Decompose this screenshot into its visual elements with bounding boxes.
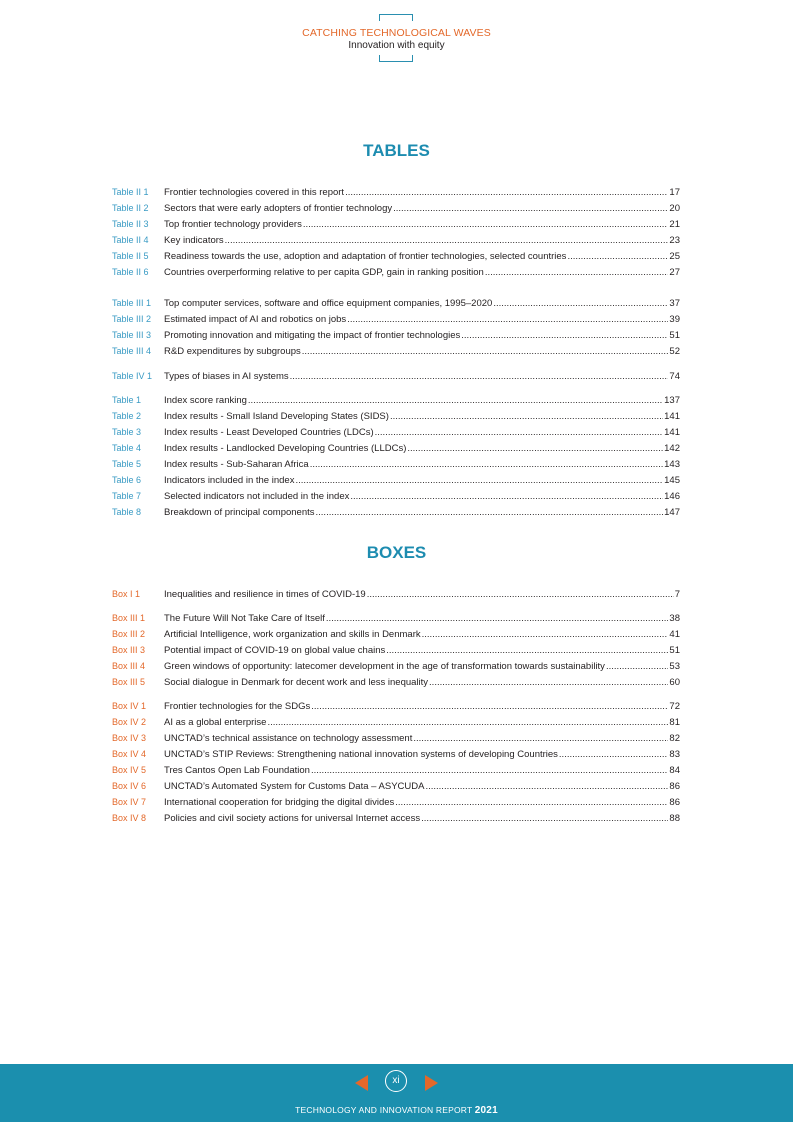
boxe-entry-title: Potential impact of COVID-19 on global value chains (164, 645, 386, 656)
boxe-entry-page: 83 (669, 749, 680, 760)
dot-leader (345, 186, 668, 200)
table-entry[interactable] (112, 328, 680, 342)
table-entry-label: Table 8 (112, 507, 142, 517)
table-entry-title: Types of biases in AI systems (164, 371, 289, 382)
boxe-entry[interactable] (112, 747, 680, 761)
table-entry-page: 74 (669, 371, 680, 382)
table-entry[interactable] (112, 393, 680, 407)
dot-leader (393, 202, 668, 216)
table-entry[interactable] (112, 296, 680, 310)
boxe-entry-title: International cooperation for bridging the digital divides (164, 797, 395, 808)
table-entry-label: Table 2 (112, 411, 142, 421)
dot-leader (606, 660, 668, 674)
table-entry-page: 37 (669, 298, 680, 309)
table-entry-page: 52 (669, 346, 680, 357)
boxe-entry[interactable] (112, 659, 680, 673)
table-entry-page: 25 (669, 251, 680, 262)
boxe-entry-label: Box IV 7 (112, 797, 147, 807)
boxe-entry-page: 60 (669, 677, 680, 688)
table-entry-label: Table II 3 (112, 219, 149, 229)
table-entry-page: 137 (664, 395, 680, 406)
boxe-entry-page: 86 (669, 797, 680, 808)
table-entry-page: 27 (669, 267, 680, 278)
boxe-entry[interactable] (112, 699, 680, 713)
table-entry[interactable] (112, 265, 680, 279)
dot-leader (485, 266, 669, 280)
table-entry[interactable] (112, 344, 680, 358)
table-entry[interactable] (112, 185, 680, 199)
table-entry-label: Table 5 (112, 459, 142, 469)
table-entry-title: Top computer services, software and office equipment companies, 1995–2020 (164, 298, 493, 309)
boxe-entry-title: UNCTAD’s STIP Reviews: Strengthening national innovation systems of developing Countries (164, 749, 558, 760)
table-entry-label: Table 3 (112, 427, 142, 437)
table-entry-label: Table 7 (112, 491, 142, 501)
table-entry-page: 21 (669, 219, 680, 230)
header-bracket-bottom (379, 55, 413, 62)
dot-leader (386, 644, 668, 658)
dot-leader (567, 250, 668, 264)
table-entry[interactable] (112, 441, 680, 455)
boxe-entry[interactable] (112, 731, 680, 745)
table-entry-page: 17 (669, 187, 680, 198)
table-entry-label: Table II 2 (112, 203, 149, 213)
boxe-entry-label: Box I 1 (112, 589, 141, 599)
table-entry-page: 20 (669, 203, 680, 214)
boxe-entry-title: AI as a global enterprise (164, 717, 267, 728)
dot-leader (493, 297, 668, 311)
dot-leader (350, 490, 663, 504)
table-entry[interactable] (112, 457, 680, 471)
boxe-entry-label: Box IV 1 (112, 701, 147, 711)
table-entry-title: Estimated impact of AI and robotics on jobs (164, 314, 347, 325)
table-entry-title: Index results - Small Island Developing States (SIDS) (164, 411, 389, 422)
table-entry[interactable] (112, 312, 680, 326)
dot-leader (267, 716, 668, 730)
header-title: CATCHING TECHNOLOGICAL WAVES (302, 27, 491, 39)
boxe-entry-page: 41 (669, 629, 680, 640)
boxes-heading: BOXES (366, 543, 427, 562)
boxe-entry-title: Artificial Intelligence, work organization and skills in Denmark (164, 629, 421, 640)
header-subtitle: Innovation with equity (348, 40, 445, 51)
dot-leader (248, 394, 663, 408)
boxe-entry-title: UNCTAD’s Automated System for Customs Data – ASYCUDA (164, 781, 425, 792)
page-footer (0, 1064, 793, 1122)
dot-leader (295, 474, 663, 488)
table-entry-label: Table III 2 (112, 314, 152, 324)
table-entry-page: 143 (664, 459, 680, 470)
table-entry-page: 142 (664, 443, 680, 454)
dot-leader (311, 700, 668, 714)
boxe-entry-label: Box III 3 (112, 645, 146, 655)
table-entry[interactable] (112, 249, 680, 263)
boxe-entry-page: 81 (669, 717, 680, 728)
table-entry-title: Top frontier technology providers (164, 219, 302, 230)
dot-leader (390, 410, 663, 424)
table-entry-title: Index score ranking (164, 395, 247, 406)
dot-leader (375, 426, 664, 440)
boxe-entry-page: 82 (669, 733, 680, 744)
dot-leader (425, 780, 668, 794)
table-entry-page: 39 (669, 314, 680, 325)
table-entry[interactable] (112, 233, 680, 247)
boxe-entry[interactable] (112, 715, 680, 729)
boxe-entry-label: Box IV 3 (112, 733, 147, 743)
boxe-entry-label: Box III 5 (112, 677, 146, 687)
previous-page-arrow-icon[interactable] (355, 1075, 368, 1091)
boxe-entry-title: Policies and civil society actions for universal Internet access (164, 813, 421, 824)
boxe-entry[interactable] (112, 627, 680, 641)
table-entry[interactable] (112, 201, 680, 215)
table-entry-label: Table II 5 (112, 251, 149, 261)
dot-leader (311, 764, 668, 778)
table-entry-title: Breakdown of principal components (164, 507, 315, 518)
boxe-entry[interactable] (112, 611, 680, 625)
dot-leader (421, 812, 668, 826)
boxe-entry-page: 38 (669, 613, 680, 624)
table-entry-title: R&D expenditures by subgroups (164, 346, 301, 357)
boxe-entry-page: 88 (669, 813, 680, 824)
boxe-entry[interactable] (112, 811, 680, 825)
footer-report-year: 2021 (474, 1105, 498, 1116)
boxe-entry-title: Frontier technologies for the SDGs (164, 701, 311, 712)
boxe-entry-title: UNCTAD’s technical assistance on technology assessment (164, 733, 413, 744)
dot-leader (225, 234, 669, 248)
table-entry-page: 51 (669, 330, 680, 341)
dot-leader (461, 329, 668, 343)
table-entry-label: Table 6 (112, 475, 142, 485)
table-entry-label: Table 4 (112, 443, 142, 453)
table-entry-label: Table III 1 (112, 298, 152, 308)
dot-leader (559, 748, 669, 762)
boxe-entry[interactable] (112, 587, 680, 601)
dot-leader (429, 676, 668, 690)
boxe-entry-title: The Future Will Not Take Care of Itself (164, 613, 325, 624)
boxe-entry-label: Box IV 8 (112, 813, 147, 823)
table-entry-title: Index results - Least Developed Countries (LDCs) (164, 427, 374, 438)
dot-leader (347, 313, 668, 327)
table-entry-page: 147 (664, 507, 680, 518)
boxe-entry-title: Social dialogue in Denmark for decent work and less inequality (164, 677, 429, 688)
boxe-entry[interactable] (112, 779, 680, 793)
boxe-entry-page: 53 (669, 661, 680, 672)
table-entry-title: Promoting innovation and mitigating the impact of frontier technologies (164, 330, 461, 341)
boxe-entry-title: Tres Cantos Open Lab Foundation (164, 765, 310, 776)
table-entry-title: Countries overperforming relative to per capita GDP, gain in ranking position (164, 267, 484, 278)
table-entry[interactable] (112, 409, 680, 423)
boxe-entry-title: Inequalities and resilience in times of COVID-19 (164, 589, 366, 600)
table-entry-label: Table 1 (112, 395, 142, 405)
dot-leader (413, 732, 668, 746)
table-entry-title: Readiness towards the use, adoption and adaptation of frontier technologies, selected countries (164, 251, 567, 262)
next-page-arrow-icon[interactable] (425, 1075, 438, 1091)
table-entry-page: 145 (664, 475, 680, 486)
dot-leader (395, 796, 668, 810)
boxe-entry[interactable] (112, 643, 680, 657)
header-bracket-top (379, 14, 413, 21)
table-entry-page: 141 (664, 411, 680, 422)
boxe-entry-page: 7 (674, 589, 680, 600)
dot-leader (303, 218, 669, 232)
table-entry[interactable] (112, 217, 680, 231)
table-entry-label: Table III 4 (112, 346, 152, 356)
table-entry-title: Index results - Landlocked Developing Countries (LLDCs) (164, 443, 407, 454)
boxe-entry[interactable] (112, 675, 680, 689)
boxe-entry-page: 86 (669, 781, 680, 792)
table-entry-label: Table II 1 (112, 187, 149, 197)
tables-heading: TABLES (363, 141, 430, 160)
table-entry-page: 23 (669, 235, 680, 246)
boxe-entry-label: Box IV 5 (112, 765, 147, 775)
table-entry[interactable] (112, 489, 680, 503)
boxe-entry-label: Box IV 2 (112, 717, 147, 727)
table-entry-page: 141 (664, 427, 680, 438)
boxe-entry-label: Box IV 4 (112, 749, 147, 759)
boxe-entry[interactable] (112, 763, 680, 777)
dot-leader (367, 588, 674, 602)
table-entry[interactable] (112, 425, 680, 439)
dot-leader (310, 458, 663, 472)
page-number: xi (385, 1070, 407, 1092)
table-entry-label: Table II 4 (112, 235, 149, 245)
boxe-entry-page: 84 (669, 765, 680, 776)
table-entry-label: Table II 6 (112, 267, 149, 277)
boxe-entry-title: Green windows of opportunity: latecomer development in the age of transformation towards sustainability (164, 661, 605, 672)
footer-report-title: TECHNOLOGY AND INNOVATION REPORT (295, 1105, 473, 1115)
table-entry-title: Selected indicators not included in the index (164, 491, 350, 502)
table-entry[interactable] (112, 369, 680, 383)
table-entry-title: Key indicators (164, 235, 224, 246)
table-entry-title: Index results - Sub-Saharan Africa (164, 459, 309, 470)
table-entry[interactable] (112, 473, 680, 487)
dot-leader (422, 628, 669, 642)
dot-leader (290, 370, 669, 384)
table-entry-title: Frontier technologies covered in this report (164, 187, 345, 198)
boxe-entry-label: Box III 2 (112, 629, 146, 639)
table-entry-title: Sectors that were early adopters of frontier technology (164, 203, 393, 214)
table-entry-label: Table IV 1 (112, 371, 153, 381)
boxe-entry-label: Box IV 6 (112, 781, 147, 791)
dot-leader (326, 612, 669, 626)
table-entry[interactable] (112, 505, 680, 519)
boxe-entry[interactable] (112, 795, 680, 809)
table-entry-label: Table III 3 (112, 330, 152, 340)
boxe-entry-page: 51 (669, 645, 680, 656)
boxe-entry-label: Box III 1 (112, 613, 146, 623)
footer-report-name (0, 1105, 793, 1116)
dot-leader (302, 345, 669, 359)
table-entry-title: Indicators included in the index (164, 475, 295, 486)
dot-leader (407, 442, 663, 456)
boxe-entry-label: Box III 4 (112, 661, 146, 671)
dot-leader (316, 506, 664, 520)
boxe-entry-page: 72 (669, 701, 680, 712)
table-entry-page: 146 (664, 491, 680, 502)
